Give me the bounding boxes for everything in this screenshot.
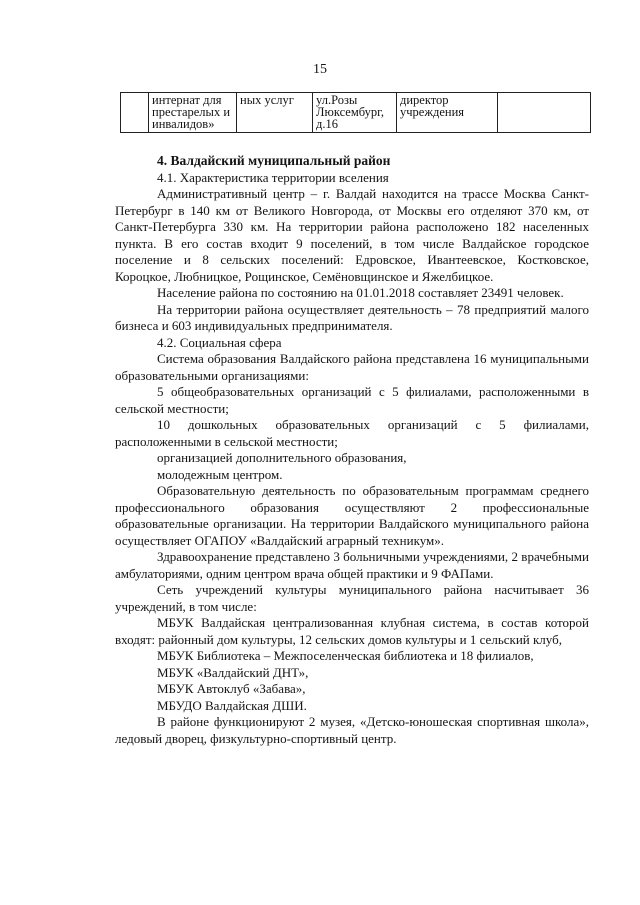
paragraph: МБУДО Валдайская ДШИ. — [157, 697, 307, 713]
paragraph: Здравоохранение представлено 3 больничными учреждениями, 2 врачебными амбулаториями, одним центром врача общей практики и 9 ФАПами. — [115, 549, 589, 581]
table-cell-address: ул.Розы Люксембург, д.16 — [313, 93, 397, 133]
paragraph: Население района по состоянию на 01.01.2018 составляет 23491 человек. — [157, 285, 564, 300]
table-cell-number — [121, 93, 149, 133]
paragraph: Система образования Валдайского района представлена 16 муниципальными образовательными организациями: — [115, 351, 589, 383]
continuation-table — [120, 92, 591, 133]
subsection-title-territory: 4.1. Характеристика территории вселения — [157, 169, 389, 185]
paragraph: 5 общеобразовательных организаций с 5 филиалами, расположенными в сельской местности; — [115, 384, 589, 416]
document-body — [115, 153, 589, 747]
paragraph: МБУК Автоклуб «Забава», — [157, 681, 306, 696]
table-cell-service: ных услуг — [237, 93, 313, 133]
subsection-title-social: 4.2. Социальная сфера — [157, 334, 282, 350]
paragraph: МБУК Библиотека – Межпоселенческая библиотека и 18 филиалов, — [157, 648, 534, 663]
table-cell-contact: директор учреждения — [397, 93, 498, 133]
paragraph: организацией дополнительного образования, — [157, 450, 407, 465]
table-cell-extra — [498, 93, 591, 133]
paragraph: 10 дошкольных образовательных организаций с 5 филиалами, расположенными в сельской местности; — [115, 417, 589, 449]
table-cell-name: интернат для престарелых и инвалидов» — [149, 93, 237, 133]
paragraph: МБУК «Валдайский ДНТ», — [157, 664, 309, 680]
paragraph: молодежным центром. — [157, 466, 283, 482]
paragraph: На территории района осуществляет деятельность – 78 предприятий малого бизнеса и 603 индивидуальных предпринимателя. — [115, 301, 589, 333]
paragraph: Административный центр – г. Валдай находится на трассе Москва Санкт-Петербург в 140 км от Великого Новгорода, от Москвы его отделяют 370 км, от Санкт-Петербурга 330 км. На территории района расположено 182 населенных пункта. В его состав входит 9 поселений, в том числе Валдайское городское поселение и 8 сельских поселений: Едровское, Ивантеевское, Костковское, Короцкое, Любницкое, Рощинское, Семёновщинское и Яжелбицкое. — [115, 186, 589, 284]
paragraph: Образовательную деятельность по образовательным программам среднего профессионального образования осуществляют 2 профессиональные образовательные организации. На территории Валдайского муниципального района осуществляет ОГАПОУ «Валдайский аграрный техникум». — [115, 483, 589, 548]
table-row — [121, 93, 591, 133]
section-title: 4. Валдайский муниципальный район — [157, 153, 391, 168]
paragraph: МБУК Валдайская централизованная клубная система, в состав которой входят: районный дом культуры, 12 сельских домов культуры и 1 сельский клуб, — [115, 615, 589, 647]
page-number: 15 — [313, 62, 327, 77]
paragraph: Сеть учреждений культуры муниципального района насчитывает 36 учреждений, в том числе: — [115, 582, 589, 614]
paragraph: В районе функционируют 2 музея, «Детско-юношеская спортивная школа», ледовый дворец, физкультурно-спортивный центр. — [115, 714, 589, 746]
